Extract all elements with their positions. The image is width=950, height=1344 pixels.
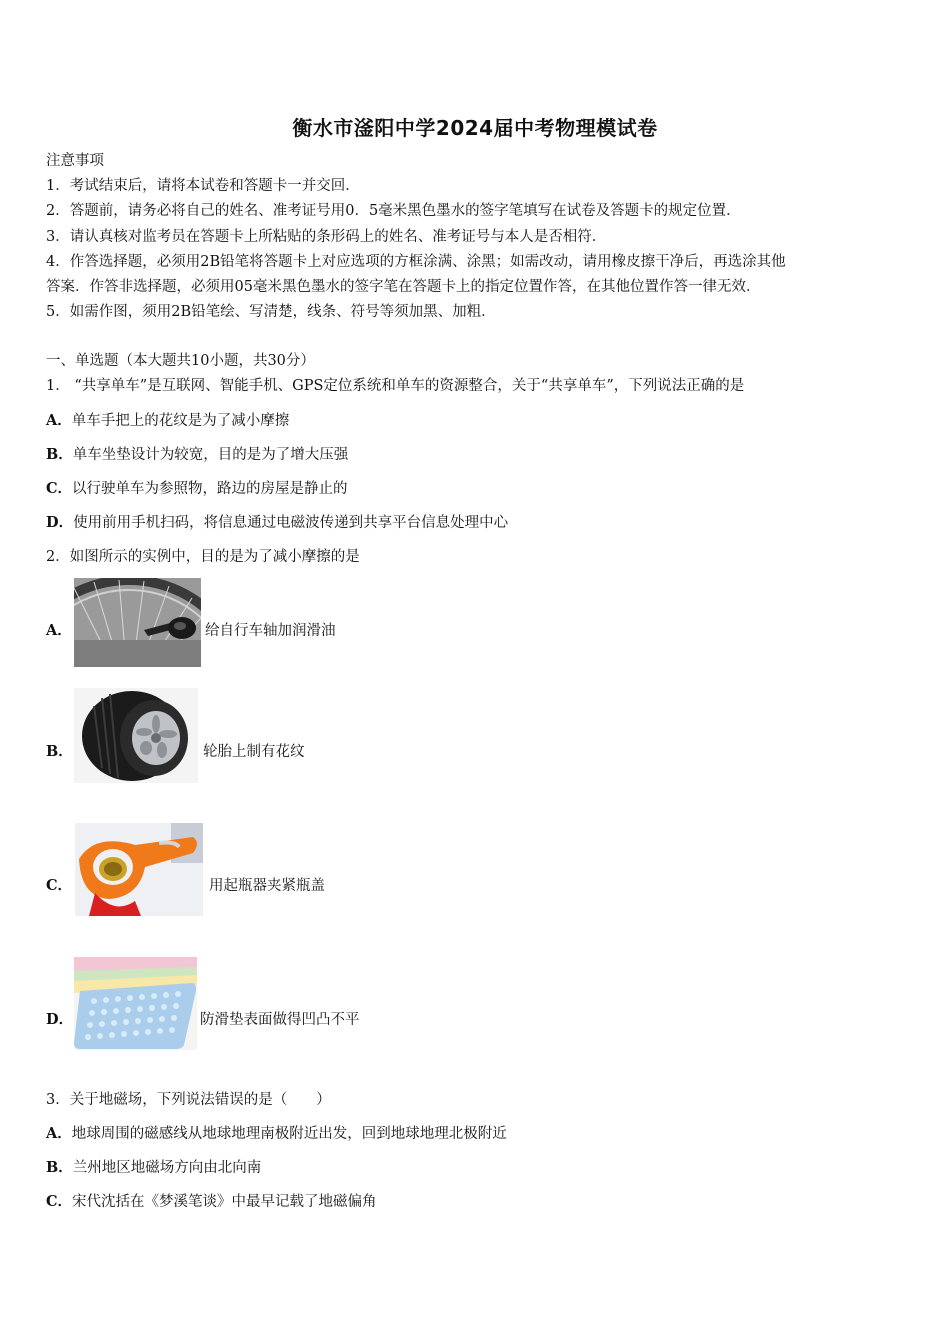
question-1-option-a (46, 412, 289, 430)
option-label: C． (46, 1193, 73, 1210)
bottle-opener-photo (75, 823, 203, 916)
option-label: B． (46, 446, 73, 463)
question-2-stem: 2．如图所示的实例中，目的是为了减小摩擦的是 (46, 549, 360, 565)
option-label: B． (46, 1159, 73, 1176)
notice-item: 4．作答选择题，必须用2B铅笔将答题卡上对应选项的方框涂满、涂黑；如需改动，请用橡皮擦干净后，再选涂其他 (46, 254, 786, 270)
option-text: 给自行车轴加润滑油 (205, 623, 336, 639)
anti-slip-mat-photo (74, 957, 197, 1050)
option-text: 单车手把上的花纹是为了减小摩擦 (71, 413, 290, 429)
option-text: 兰州地区地磁场方向由北向南 (72, 1160, 262, 1176)
notice-item: 答案．作答非选择题，必须用05毫米黑色墨水的签字笔在答题卡上的指定位置作答，在其他位置作答一律无效． (46, 279, 761, 295)
option-label: D． (46, 1011, 74, 1028)
section-heading: 一、单选题（本大题共10小题，共30分） (46, 353, 315, 369)
notice-item: 3．请认真核对监考员在答题卡上所粘贴的条形码上的姓名、准考证号与本人是否相符． (46, 229, 607, 245)
question-3-option-b (46, 1159, 261, 1177)
notice-heading: 注意事项 (46, 153, 104, 169)
question-1-option-b (46, 446, 348, 464)
question-3-option-a (46, 1125, 507, 1143)
notice-item: 5．如需作图，须用2B铅笔绘、写清楚，线条、符号等须加黑、加粗． (46, 304, 496, 320)
option-text: 防滑垫表面做得凹凸不平 (200, 1012, 360, 1028)
option-text: 以行驶单车为参照物，路边的房屋是静止的 (72, 481, 348, 497)
tire-photo (74, 688, 198, 783)
notice-item: 2．答题前，请务必将自己的姓名、准考证号用0．5毫米黑色墨水的签字笔填写在试卷及答题卡的规定位置． (46, 203, 741, 219)
question-3-option-c (46, 1193, 377, 1211)
question-1-stem: 1． “共享单车”是互联网、智能手机、GPS定位系统和单车的资源整合，关于“共享单车”，下列说法正确的是 (46, 378, 745, 394)
page-title: 衡水市滏阳中学2024届中考物理模试卷 (292, 116, 658, 140)
option-text: 用起瓶器夹紧瓶盖 (209, 878, 325, 894)
bicycle-wheel-oiling-photo (74, 578, 201, 667)
option-label: C． (46, 877, 73, 894)
notice-item: 1．考试结束后，请将本试卷和答题卡一并交回． (46, 178, 360, 194)
question-1-option-c (46, 480, 348, 498)
question-1-option-d (46, 514, 508, 532)
option-label: D． (46, 514, 74, 531)
option-text: 宋代沈括在《梦溪笔谈》中最早记载了地磁偏角 (72, 1194, 377, 1210)
option-text: 轮胎上制有花纹 (203, 744, 305, 760)
option-label: A． (46, 412, 72, 429)
option-label: A． (46, 1125, 72, 1142)
option-label: C． (46, 480, 73, 497)
question-3-stem: 3．关于地磁场，下列说法错误的是（ ） (46, 1092, 331, 1108)
option-text: 地球周围的磁感线从地球地理南极附近出发，回到地球地理北极附近 (71, 1126, 507, 1142)
option-label: A． (46, 622, 72, 639)
option-text: 单车坐垫设计为较宽，目的是为了增大压强 (72, 447, 349, 463)
option-text: 使用前用手机扫码，将信息通过电磁波传递到共享平台信息处理中心 (73, 515, 509, 531)
option-label: B． (46, 743, 73, 760)
